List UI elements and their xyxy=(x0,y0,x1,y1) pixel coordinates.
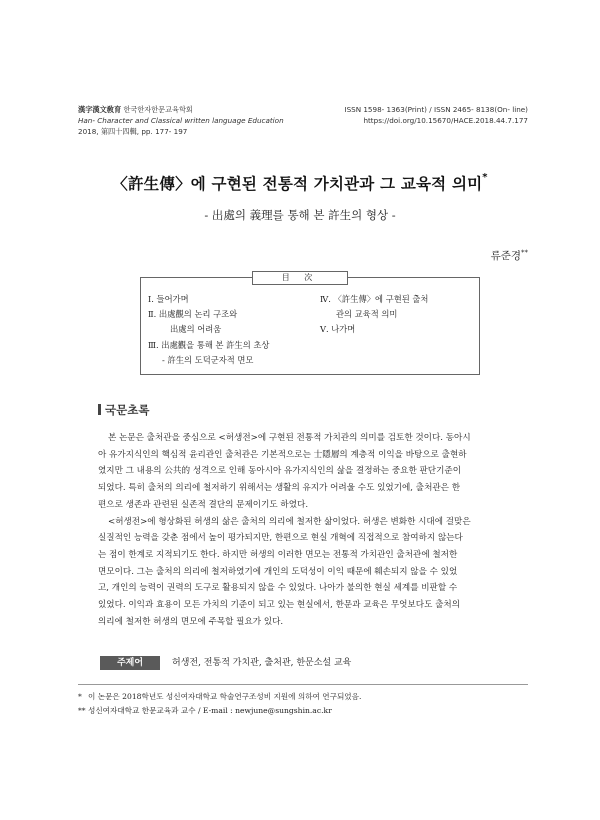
toc-title: 目 次 xyxy=(252,271,348,285)
author-name: 류준경 xyxy=(490,250,521,262)
toc-item[interactable]: Ⅴ. 나가며 xyxy=(320,324,356,335)
journal-name-hanja: 漢字漢文敎育 xyxy=(78,105,122,114)
footnote-mark: ** xyxy=(78,706,86,715)
abstract-line: 의리에 철저한 허생의 면모에 주목할 필요가 있다. xyxy=(98,616,284,627)
toc-left-column xyxy=(148,292,269,368)
toc-item[interactable]: 出處의 어려움 xyxy=(170,324,222,335)
abstract-line: 있었다. 이익과 효용이 모든 가치의 기준이 되고 있는 현실에서, 한문과 교육은 무엇보다도 출처의 xyxy=(98,600,461,611)
footnote xyxy=(78,690,361,704)
abstract-body xyxy=(98,430,526,630)
abstract-line: <허생전>에 형상화된 허생의 삶은 출처의 의리에 철저한 삶이었다. 허생은 변화한 시대에 걸맞은 xyxy=(108,516,471,527)
abstract-line: 고, 개인의 능력이 권력의 도구로 활용되지 않을 수 있었다. 나아가 불의한 현실 세계를 비판할 수 xyxy=(98,583,458,594)
abstract-line: 아 유가지식인의 핵심적 윤리관인 출처관은 기본적으로는 士隱層의 계층적 이익을 바탕으로 출현하 xyxy=(98,449,467,460)
toc-item[interactable]: Ⅳ. 〈許生傳〉에 구현된 출처 xyxy=(320,294,429,304)
footnotes xyxy=(78,690,361,718)
title-footnote-mark[interactable]: * xyxy=(482,172,488,183)
abstract-heading xyxy=(98,402,149,418)
keywords-text: 허생전, 전통적 가치관, 출처관, 한문소설 교육 xyxy=(172,658,352,668)
abstract-line: 였지만 그 내용의 公共的 성격으로 인해 동아시아 유가지식인의 삶을 결정하는 중요한 판단기준이 xyxy=(98,466,461,477)
footnote xyxy=(78,704,361,718)
toc-item[interactable]: Ⅰ. 들어가며 xyxy=(148,294,189,304)
abstract-line: 면모이다. 그는 출처의 의리에 철저하였기에 개인의 도덕성이 이익 때문에 훼손되지 않을 수 있었 xyxy=(98,566,458,577)
footnote-divider xyxy=(78,684,528,685)
footnote-text: 이 논문은 2018학년도 성신여자대학교 학술연구조성비 지원에 의하여 연구되었음. xyxy=(88,692,362,701)
journal-name-english: Han- Character and Classical written language Education xyxy=(78,116,284,125)
abstract-line: 는 점이 한계로 지적되기도 한다. 하지만 허생의 이러한 면모는 전통적 가치관인 출처관에 철저한 xyxy=(98,549,458,560)
abstract-line: 실질적인 능력을 갖춘 점에서 높이 평가되지만, 한편으로 현실 개혁에 직접적으로 참여하지 않는다 xyxy=(98,533,463,544)
toc-right-column xyxy=(320,292,428,338)
footnote-text: 성신여자대학교 한문교육과 교수 / E-mail : newjune@sungshin.ac.kr xyxy=(88,706,332,715)
issn: ISSN 1598- 1363(Print) / ISSN 2465- 8138(On- line) xyxy=(344,105,528,114)
keywords-label: 주제어 xyxy=(100,656,160,670)
abstract-line: 되었다. 특히 출처의 의리에 철저하기 위해서는 생활의 유지가 어려울 수도 있었기에, 출처관은 한 xyxy=(98,483,461,494)
journal-title-line xyxy=(78,104,284,115)
abstract-line: 본 논문은 출처관을 중심으로 <허생전>에 구현된 전통적 가치관의 의미를 검토한 것이다. 동아시 xyxy=(108,433,471,443)
paper-title-text: 〈許生傳〉에 구현된 전통적 가치관과 그 교육적 의미 xyxy=(112,175,483,193)
footnote-mark: * xyxy=(78,692,82,701)
abstract-heading-text: 국문초록 xyxy=(105,403,150,417)
doi-link[interactable]: https://doi.org/10.15670/HACE.2018.44.7.177 xyxy=(363,116,528,125)
issn-block xyxy=(344,104,528,126)
author xyxy=(491,248,528,263)
toc-item[interactable]: - 許生의 도덕군자적 면모 xyxy=(162,354,254,365)
journal-name-korean: 한국한자한문교육학회 xyxy=(123,105,193,114)
toc-item[interactable]: Ⅱ. 出處觀의 논리 구조와 xyxy=(148,309,238,320)
author-footnote-mark[interactable]: ** xyxy=(521,248,528,257)
paper-subtitle: - 出處의 義理를 통해 본 許生의 형상 - xyxy=(204,208,396,222)
journal-header xyxy=(78,104,284,137)
toc-item[interactable]: Ⅲ. 出處觀을 통해 본 許生의 초상 xyxy=(148,339,270,350)
volume-info: 2018, 第四十四輯, pp. 177- 197 xyxy=(78,127,188,136)
heading-bar-icon xyxy=(98,404,101,415)
paper-title xyxy=(0,172,600,194)
toc-item[interactable]: 관의 교육적 의미 xyxy=(336,309,398,320)
abstract-line: 편으로 생존과 관련된 실존적 결단의 문제이기도 하였다. xyxy=(98,499,309,510)
